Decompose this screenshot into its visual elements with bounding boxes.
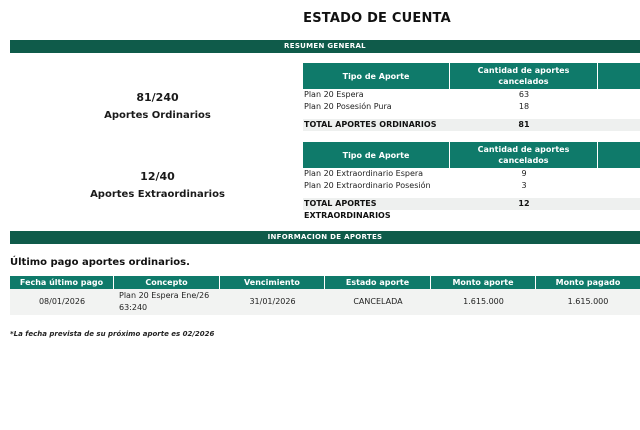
header-empty [598,142,640,168]
header-tipo-aporte: Tipo de Aporte [303,63,450,89]
ordinarios-count: 81/240 [136,91,179,104]
table-row [10,289,640,315]
extraordinarios-label: Aportes Extraordinarios [90,189,225,200]
extraordinarios-table-header [303,142,640,168]
ordinarios-table [303,63,640,131]
proximo-aporte-note: *La fecha prevista de su próximo aporte es 02/2026 [10,330,215,338]
tipo-cell: Plan 20 Posesión Pura [304,102,392,111]
header-concepto: Concepto [114,276,220,289]
resumen-general-band: RESUMEN GENERAL [10,40,640,53]
concepto-cell: Plan 20 Espera Ene/26 63:240 [119,291,210,312]
table-row [303,168,640,180]
ordinarios-table-header [303,63,640,89]
total-value: 12 [518,199,530,208]
ultimo-pago-title: Último pago aportes ordinarios. [10,257,190,268]
total-row [303,119,640,131]
header-cantidad: Cantidad de aportes cancelados [450,142,598,168]
cantidad-cell: 18 [518,102,530,111]
header-monto-pagado: Monto pagado [536,276,640,289]
tipo-cell: Plan 20 Espera [304,90,364,99]
header-cantidad: Cantidad de aportes cancelados [450,63,598,89]
header-vencimiento: Vencimiento [220,276,325,289]
ordinarios-label: Aportes Ordinarios [104,110,211,121]
extraordinarios-summary [90,170,225,200]
vencimiento-cell: 31/01/2026 [249,297,296,306]
total-label: TOTAL APORTES ORDINARIOS [304,120,437,129]
ultimo-pago-table [10,276,640,315]
header-fecha: Fecha último pago [10,276,114,289]
ordinarios-summary [90,91,225,121]
extraordinarios-table [303,142,640,220]
total-label: TOTAL APORTES EXTRAORDINARIOS [304,199,391,220]
cantidad-cell: 9 [521,169,527,178]
total-row [303,198,640,220]
header-tipo-aporte: Tipo de Aporte [303,142,450,168]
page-title: ESTADO DE CUENTA [303,11,451,26]
header-estado: Estado aporte [325,276,431,289]
header-monto-aporte: Monto aporte [431,276,536,289]
estado-cell: CANCELADA [353,297,403,306]
cantidad-cell: 63 [518,90,530,99]
table-row [303,89,640,101]
extraordinarios-count: 12/40 [140,170,175,183]
tipo-cell: Plan 20 Extraordinario Posesión [304,181,431,190]
tipo-cell: Plan 20 Extraordinario Espera [304,169,424,178]
table-row [303,101,640,113]
monto-pagado-cell: 1.615.000 [567,297,609,306]
header-empty [598,63,640,89]
pay-table-header [10,276,640,289]
table-row [303,180,640,192]
informacion-aportes-band: INFORMACION DE APORTES [10,231,640,244]
total-value: 81 [518,120,530,129]
monto-aporte-cell: 1.615.000 [463,297,504,306]
fecha-cell: 08/01/2026 [38,297,86,306]
cantidad-cell: 3 [521,181,527,190]
